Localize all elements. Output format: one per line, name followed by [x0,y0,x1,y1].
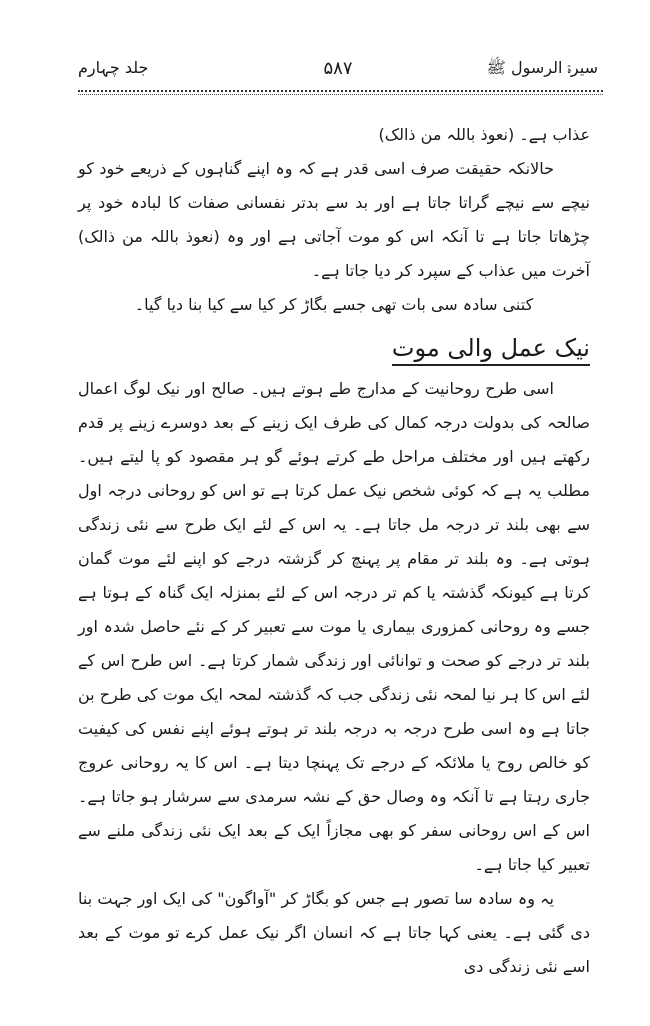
section-heading [78,328,590,368]
paragraph-2: حالانکہ حقیقت صرف اسی قدر ہے کہ وہ اپنے گناہوں کے ذریعے خود کو نیچے سے نیچے گراتا جاتا ہے اور بد سے بدتر نفسانی صفات کا لبادہ خود پر چڑھاتا جاتا ہے تا آنکہ اس کو موت آجاتی ہے اور وہ (نعوذ باللہ من ذالک) آخرت میں عذاب کے سپرد کر دیا جاتا ہے۔ [78,159,590,280]
header-rule-secondary [78,94,603,99]
paragraph-1: عذاب ہے۔ (نعوذ باللہ من ذالک) [378,125,590,144]
paragraph-4: اسی طرح روحانیت کے مدارج طے ہوتے ہیں۔ صالح اور نیک لوگ اعمال صالحہ کی بدولت درجہ کمال کی طرف ایک زینے کے بعد دوسرے زینے پر قدم رکھتے ہیں اور مختلف مراحل طے کرتے ہوئے گو ہر مقصود کو پا لیتے ہیں۔ مطلب یہ ہے کہ کوئی شخص نیک عمل کرتا ہے تو اس کو روحانی درجہ اول سے بھی بلند تر درجہ مل جاتا ہے۔ یہ اس کے لئے ایک طرح سے نئی زندگی ہوتی ہے۔ وہ بلند تر مقام پر پہنچ کر گزشتہ درجے کو اپنے لئے موت گمان کرتا ہے کیونکہ گذشتہ یا کم تر درجہ اس کے لئے بمنزلہ ایک گناہ کے ہوتا ہے جسے وہ روحانی کمزوری بیماری یا موت سے تعبیر کر کے نئے حاصل شدہ اور بلند تر درجے کو صحت و توانائی اور زندگی شمار کرتا ہے۔ اس طرح اس کے لئے اس کا ہر نیا لمحہ نئی زندگی جب کہ گذشتہ لمحہ ایک موت کی طرح بن جاتا ہے وہ اسی طرح درجہ بہ درجہ بلند تر ہوتے ہوئے اپنے نفس کی کیفیت کو خالص روح یا ملائکہ کے درجے تک پہنچا دیتا ہے۔ اس کا یہ روحانی عروج جاری رہتا ہے تا آنکہ وہ وصال حق کے نشہ سرمدی سے سرشار ہو جاتا ہے۔ اس کے اس روحانی سفر کو بھی مجازاً ایک کے بعد ایک نئی زندگی ملنے سے تعبیر کیا جاتا ہے۔ [78,379,590,874]
book-title: سیرۃ الرسول ﷺ [486,58,598,77]
page-body [78,118,590,984]
page-header [78,58,598,86]
section-heading-text: نیک عمل والی موت [392,334,590,366]
paragraph-5: یہ وہ سادہ سا تصور ہے جس کو بگاڑ کر "آواگون" کی ایک اور جہت بنا دی گئی ہے۔ یعنی کہا جاتا ہے کہ انسان اگر نیک عمل کرے تو موت کے بعد اسے نئی زندگی دی [78,889,590,976]
volume-label: جلد چہارم [78,58,149,77]
paragraph-3: کتنی سادہ سی بات تھی جسے بگاڑ کر کیا سے کیا بنا دیا گیا۔ [134,295,534,314]
page-number: ۵۸۷ [323,58,353,79]
